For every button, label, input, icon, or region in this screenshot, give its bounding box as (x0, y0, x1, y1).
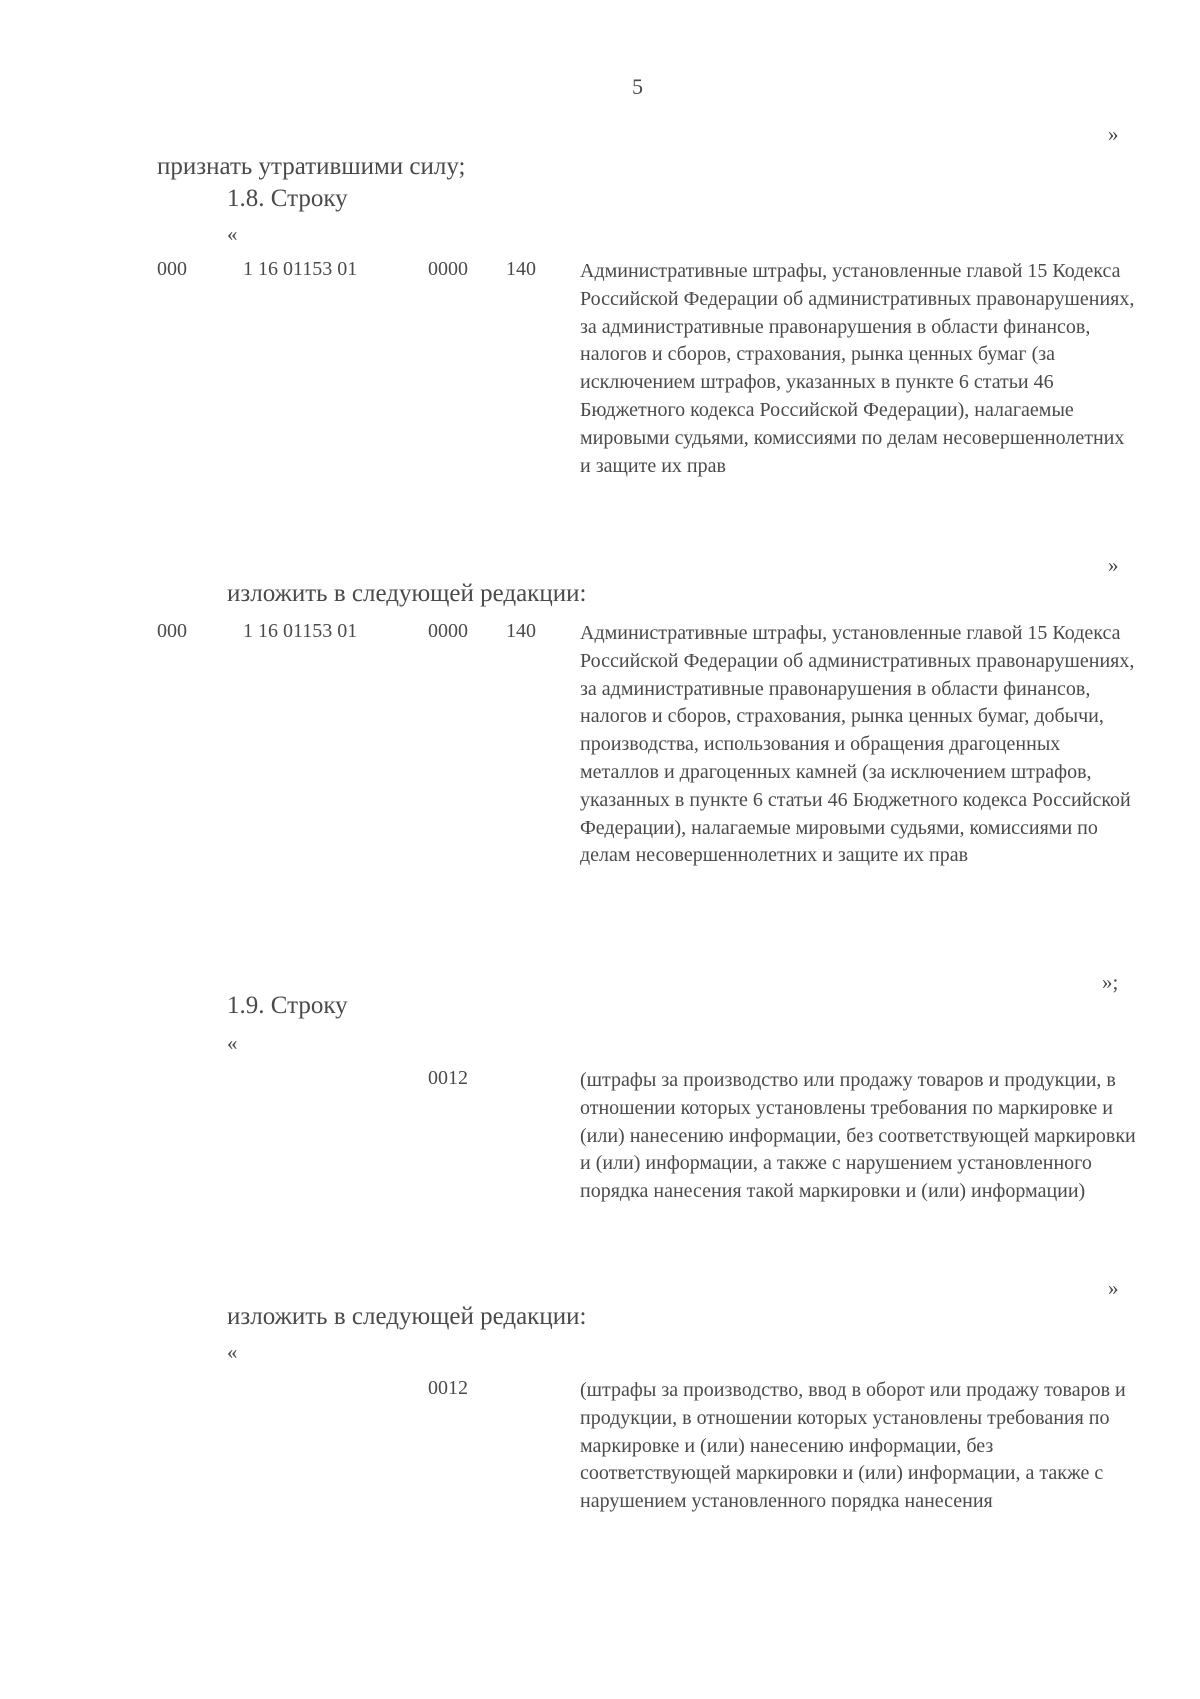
page-number: 5 (632, 74, 643, 99)
item-1-8-heading: 1.8. Строку (227, 185, 348, 212)
close-quote: » (1108, 1276, 1119, 1300)
code-cell: 0000 (428, 620, 468, 642)
code-cell: 0000 (428, 258, 468, 280)
description-cell: Административные штрафы, установленные главой 15 Кодекса Российской Федерации об административных правонарушениях, за административные правонарушения в области финансов, налогов и сборов, страхования, рынка ценных бумаг (за исключением штрафов, указанных в пункте 6 статьи 46 Бюджетного кодекса Российской Федерации), налагаемые мировыми судьями, комиссиями по делам несовершеннолетних и защите их прав (580, 260, 1135, 477)
code-cell: 140 (506, 258, 536, 280)
present-as-line: изложить в следующей редакции: (227, 1303, 587, 1330)
code-cell: 000 (157, 258, 187, 280)
close-quote-semicolon: »; (1102, 970, 1119, 994)
description-cell: (штрафы за производство или продажу товаров и продукции, в отношении которых установлены требования по маркировке и (или) нанесению информации, без соответствующей маркировки и (или) информации, а также с нарушением установленного порядка нанесения такой маркировки и (или) информации) (580, 1069, 1136, 1203)
code-cell: 0012 (428, 1377, 468, 1399)
close-quote: » (1108, 553, 1119, 577)
present-as-line: изложить в следующей редакции: (227, 580, 587, 607)
close-quote: » (1108, 122, 1119, 146)
code-cell: 0012 (428, 1067, 468, 1089)
open-quote: « (227, 222, 238, 246)
code-cell: 1 16 01153 01 (243, 258, 358, 280)
item-1-9-heading: 1.9. Строку (227, 992, 348, 1019)
code-cell: 140 (506, 620, 536, 642)
open-quote: « (227, 1031, 238, 1055)
description-cell: (штрафы за производство, ввод в оборот или продажу товаров и продукции, в отношении которых установлены требования по маркировке и (или) нанесению информации, без соответствующей маркировки и (или) информации, а также с нарушением установленного порядка нанесения (580, 1379, 1126, 1513)
description-cell: Административные штрафы, установленные главой 15 Кодекса Российской Федерации об административных правонарушениях, за административные правонарушения в области финансов, налогов и сборов, страхования, рынка ценных бумаг, добычи, производства, использования и обращения драгоценных металлов и драгоценных камней (за исключением штрафов, указанных в пункте 6 статьи 46 Бюджетного кодекса Российской Федерации), налагаемые мировыми судьями, комиссиями по делам несовершеннолетних и защите их прав (580, 622, 1135, 867)
open-quote: « (227, 1340, 238, 1364)
code-cell: 1 16 01153 01 (243, 620, 358, 642)
repealed-line: признать утратившими силу; (157, 153, 466, 180)
code-cell: 000 (157, 620, 187, 642)
